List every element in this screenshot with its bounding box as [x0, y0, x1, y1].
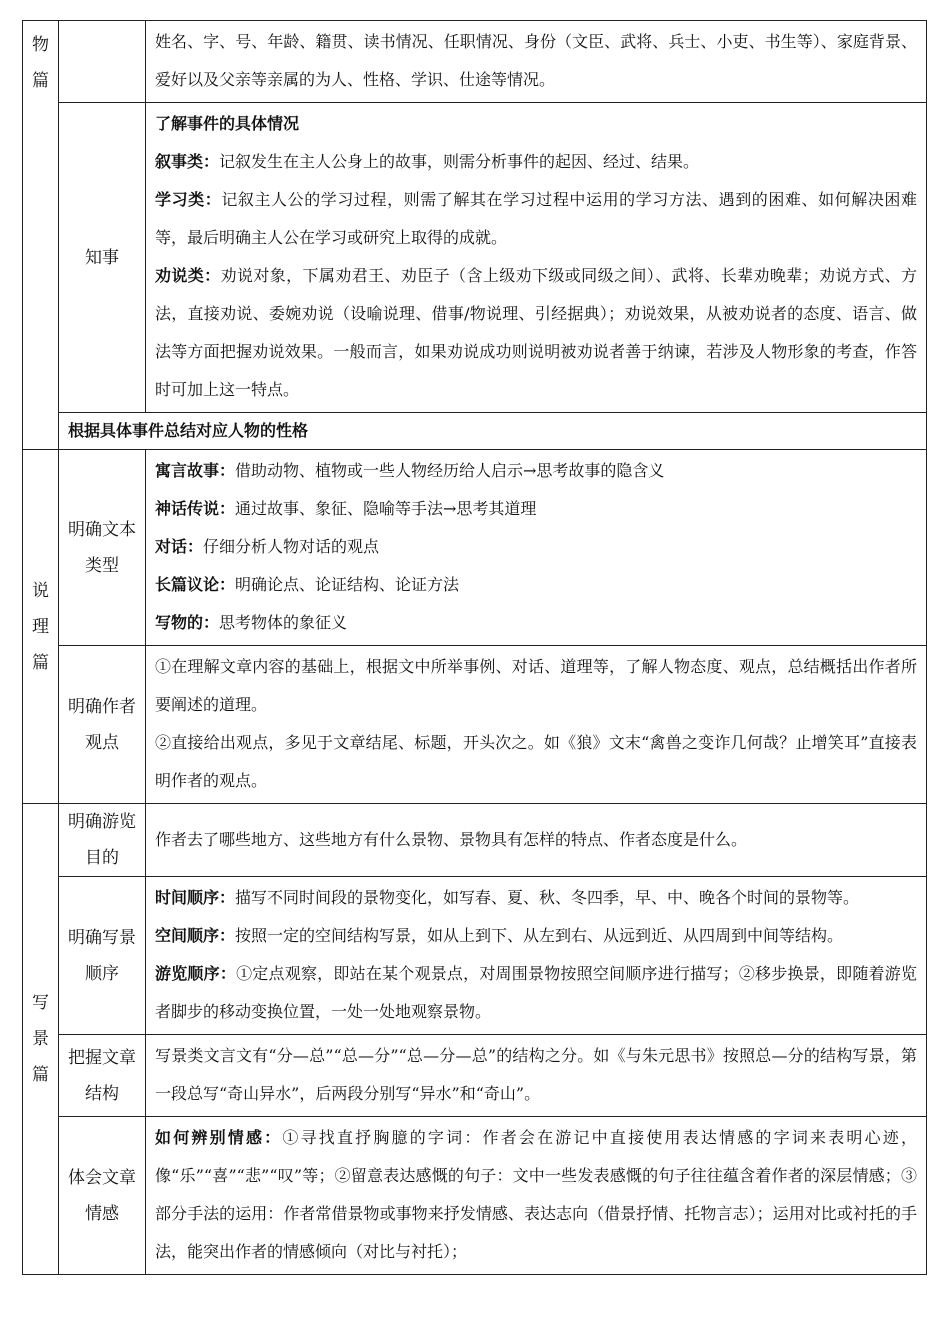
emotion-content: 如何辨别情感：①寻找直抒胸臆的字词：作者会在游记中直接使用表达情感的字词来表明心迹，像“乐”“喜”“悲”“叹”等；②留意表达感慨的句子：文中一些发表感慨的句子往往蕴含着作者的深层情感；③部分手法的运用：作者常借景物或事物来抒发情感、表达志向（借景抒情、托物言志）；运用对比或衬托的手法，能突出作者的情感倾向（对比与衬托）； [146, 1117, 927, 1275]
list-item: 长篇议论：明确论点、论证结构、论证方法 [155, 575, 460, 594]
renwu-summary: 根据具体事件总结对应人物的性格 [59, 413, 927, 450]
row-label-author-view: 明确作者观点 [59, 646, 146, 804]
zhishi-content [146, 103, 927, 413]
list-item: 神话传说：通过故事、象征、隐喻等手法→思考其道理 [155, 499, 537, 518]
author-view-content [146, 646, 927, 804]
zhishi-heading: 了解事件的具体情况 [155, 114, 300, 133]
list-item: 时间顺序：描写不同时间段的景物变化，如写春、夏、秋、冬四季，早、中、晚各个时间的景物等。 [155, 888, 860, 907]
paragraph: ①在理解文章内容的基础上，根据文中所举事例、对话、道理等，了解人物态度、观点，总结概括出作者所要阐述的道理。 [155, 657, 917, 714]
row-label-structure: 把握文章结构 [59, 1035, 146, 1117]
travel-purpose-content: 作者去了哪些地方、这些地方有什么景物、景物具有怎样的特点、作者态度是什么。 [146, 804, 927, 877]
scene-order-content [146, 877, 927, 1035]
row-label-scene-order: 明确写景顺序 [59, 877, 146, 1035]
row-label-travel-purpose: 明确游览目的 [59, 804, 146, 877]
notes-table [22, 20, 927, 1275]
paragraph: ②直接给出观点，多见于文章结尾、标题，开头次之。如《狼》文末“禽兽之变诈几何哉？止增笑耳”直接表明作者的观点。 [155, 733, 917, 790]
row-label-text-type: 明确文本类型 [59, 450, 146, 646]
list-item: 游览顺序：①定点观察，即站在某个观景点，对周围景物按照空间顺序进行描写；②移步换景，即随着游览者脚步的移动变换位置，一处一处地观察景物。 [155, 964, 917, 1021]
section-title-shuoli: 说理篇 [23, 450, 59, 804]
empty-label-cell [59, 21, 146, 103]
section-title-xiejing: 写景篇 [23, 804, 59, 1275]
row-label-zhishi: 知事 [59, 103, 146, 413]
list-item: 寓言故事：借助动物、植物或一些人物经历给人启示→思考故事的隐含义 [155, 461, 665, 480]
list-item: 劝说类：劝说对象，下属劝君王、劝臣子（含上级劝下级或同级之间）、武将、长辈劝晚辈；劝说方式、方法，直接劝说、委婉劝说（设喻说理、借事/物说理、引经据典）；劝说效果，从被劝说者的态度、语言、做法等方面把握劝说效果。一般而言，如果劝说成功则说明被劝说者善于纳谏，若涉及人物形象的考查，作答时可加上这一特点。 [155, 266, 917, 399]
renwu-basic-info: 姓名、字、号、年龄、籍贯、读书情况、任职情况、身份（文臣、武将、兵士、小吏、书生等）、家庭背景、爱好以及父亲等亲属的为人、性格、学识、仕途等情况。 [146, 21, 927, 103]
row-label-emotion: 体会文章情感 [59, 1117, 146, 1275]
list-item: 空间顺序：按照一定的空间结构写景，如从上到下、从左到右、从远到近、从四周到中间等结构。 [155, 926, 844, 945]
list-item: 叙事类：记叙发生在主人公身上的故事，则需分析事件的起因、经过、结果。 [155, 152, 700, 171]
section-title-renwu: 物篇 [23, 21, 59, 450]
structure-content: 写景类文言文有“分—总”“总—分”“总—分—总”的结构之分。如《与朱元思书》按照总—分的结构写景，第一段总写“奇山异水”，后两段分别写“异水”和“奇山”。 [146, 1035, 927, 1117]
text-type-content [146, 450, 927, 646]
list-item: 写物的：思考物体的象征义 [155, 613, 348, 632]
list-item: 学习类：记叙主人公的学习过程，则需了解其在学习过程中运用的学习方法、遇到的困难、如何解决困难等，最后明确主人公在学习或研究上取得的成就。 [155, 190, 917, 247]
list-item: 对话：仔细分析人物对话的观点 [155, 537, 380, 556]
